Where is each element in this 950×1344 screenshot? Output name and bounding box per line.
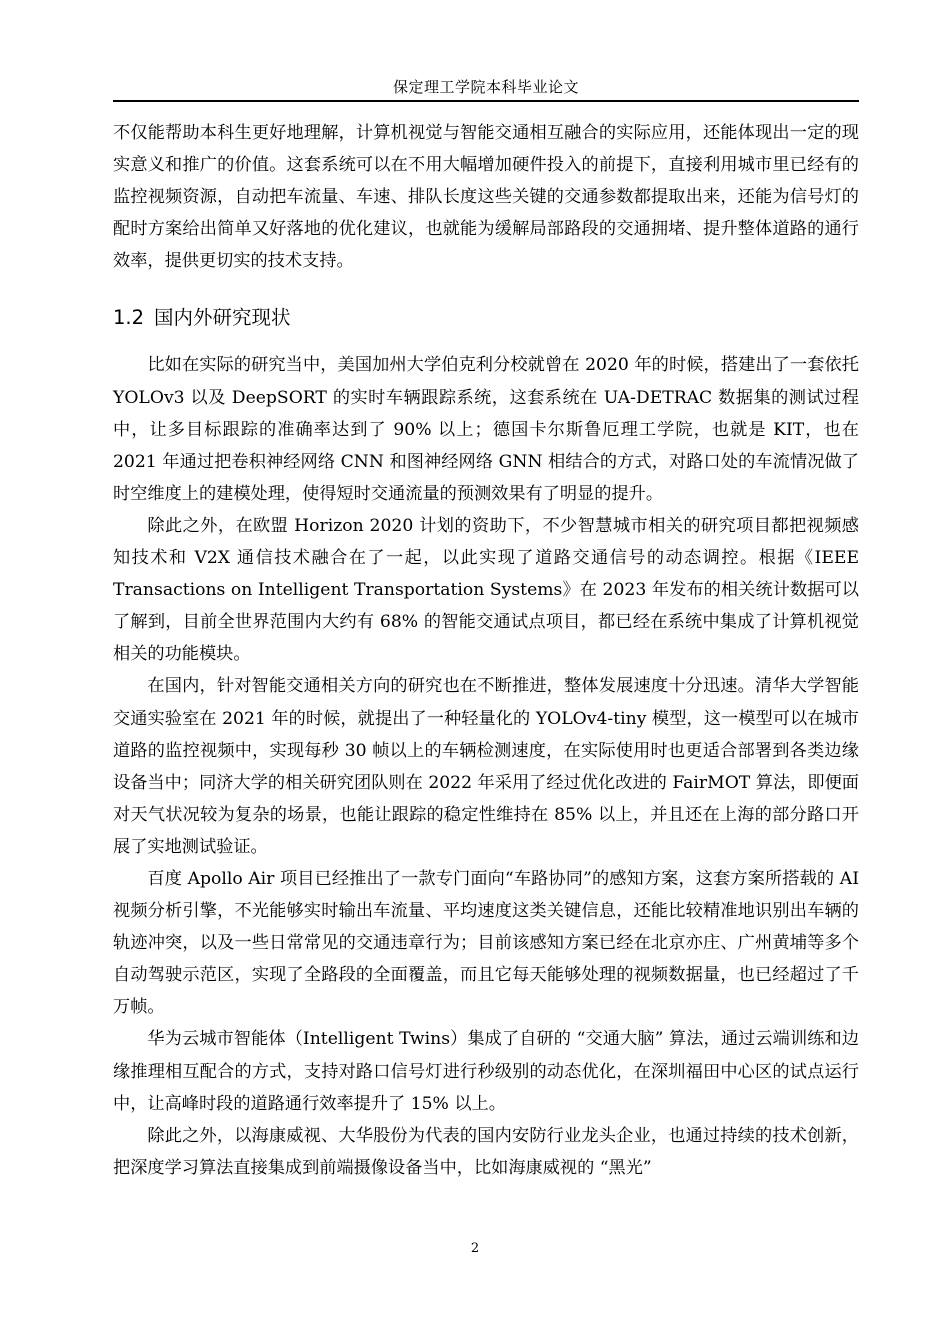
running-header: 保定理工学院本科毕业论文: [392, 78, 579, 96]
paragraph: 比如在实际的研究当中，美国加州大学伯克利分校就曾在 2020 年的时候，搭建出了一套依托 YOLOv3 以及 DeepSORT 的实时车辆跟踪系统，这套系统在 UA-DETRAC 数据集的测试过程中，让多目标跟踪的准确率达到了 90% 以上；德国卡尔斯鲁厄理工学院，也就是 KIT，也在 2021 年通过把卷积神经网络 CNN 和图神经网络 GNN 相结合的方式，对路口处的车流情况做了时空维度上的建模处理，使得短时交通流量的预测效果有了明显的提升。: [113, 355, 859, 504]
section-number: 1.2: [113, 306, 145, 330]
body-text: [113, 117, 859, 1184]
paragraph: 在国内，针对智能交通相关方向的研究也在不断推进，整体发展速度十分迅速。清华大学智能交通实验室在 2021 年的时候，就提出了一种轻量化的 YOLOv4-tiny 模型，这一模型可以在城市道路的监控视频中，实现每秒 30 帧以上的车辆检测速度，在实际使用时也更适合部署到各类边缘设备当中；同济大学的相关研究团队则在 2022 年采用了经过优化改进的 FairMOT 算法，即便面对天气状况较为复杂的场景，也能让跟踪的稳定性维持在 85% 以上，并且还在上海的部分路口开展了实地测试验证。: [113, 676, 859, 857]
paragraph: 华为云城市智能体（Intelligent Twins）集成了自研的 “交通大脑” 算法，通过云端训练和边缘推理相互配合的方式，支持对路口信号灯进行秒级别的动态优化，在深圳福田中心区的试点运行中，让高峰时段的道路通行效率提升了 15% 以上。: [113, 1029, 859, 1114]
section-title: 国内外研究现状: [154, 306, 291, 330]
paragraph: 除此之外，以海康威视、大华股份为代表的国内安防行业龙头企业，也通过持续的技术创新，把深度学习算法直接集成到前端摄像设备当中，比如海康威视的 “黑光”: [113, 1125, 859, 1178]
section-heading: [113, 304, 859, 332]
paragraph: 除此之外，在欧盟 Horizon 2020 计划的资助下，不少智慧城市相关的研究项目都把视频感知技术和 V2X 通信技术融合在了一起，以此实现了道路交通信号的动态调控。根据《IEEE Transactions on Intelligent Transportation Systems》在 2023 年发布的相关统计数据可以了解到，目前全世界范围内大约有 68% 的智能交通试点项目，都已经在系统中集成了计算机视觉相关的功能模块。: [113, 515, 859, 665]
paragraph: 百度 Apollo Air 项目已经推出了一款专门面向“车路协同”的感知方案，这套方案所搭载的 AI 视频分析引擎，不光能够实时输出车流量、平均速度这类关键信息，还能比较精准地识别出车辆的轨迹冲突，以及一些日常常见的交通违章行为；目前该感知方案已经在北京亦庄、广州黄埔等多个自动驾驶示范区，实现了全路段的全面覆盖，而且它每天能够处理的视频数据量，也已经超过了千万帧。: [113, 868, 859, 1018]
header-rule: [113, 100, 859, 102]
intro-paragraph: 不仅能帮助本科生更好地理解，计算机视觉与智能交通相互融合的实际应用，还能体现出一定的现实意义和推广的价值。这套系统可以在不用大幅增加硬件投入的前提下，直接利用城市里已经有的监控视频资源，自动把车流量、车速、排队长度这些关键的交通参数都提取出来，还能为信号灯的配时方案给出简单又好落地的优化建议，也就能为缓解局部路段的交通拥堵、提升整体道路的通行效率，提供更切实的技术支持。: [113, 123, 859, 272]
page-number: 2: [470, 1241, 480, 1256]
